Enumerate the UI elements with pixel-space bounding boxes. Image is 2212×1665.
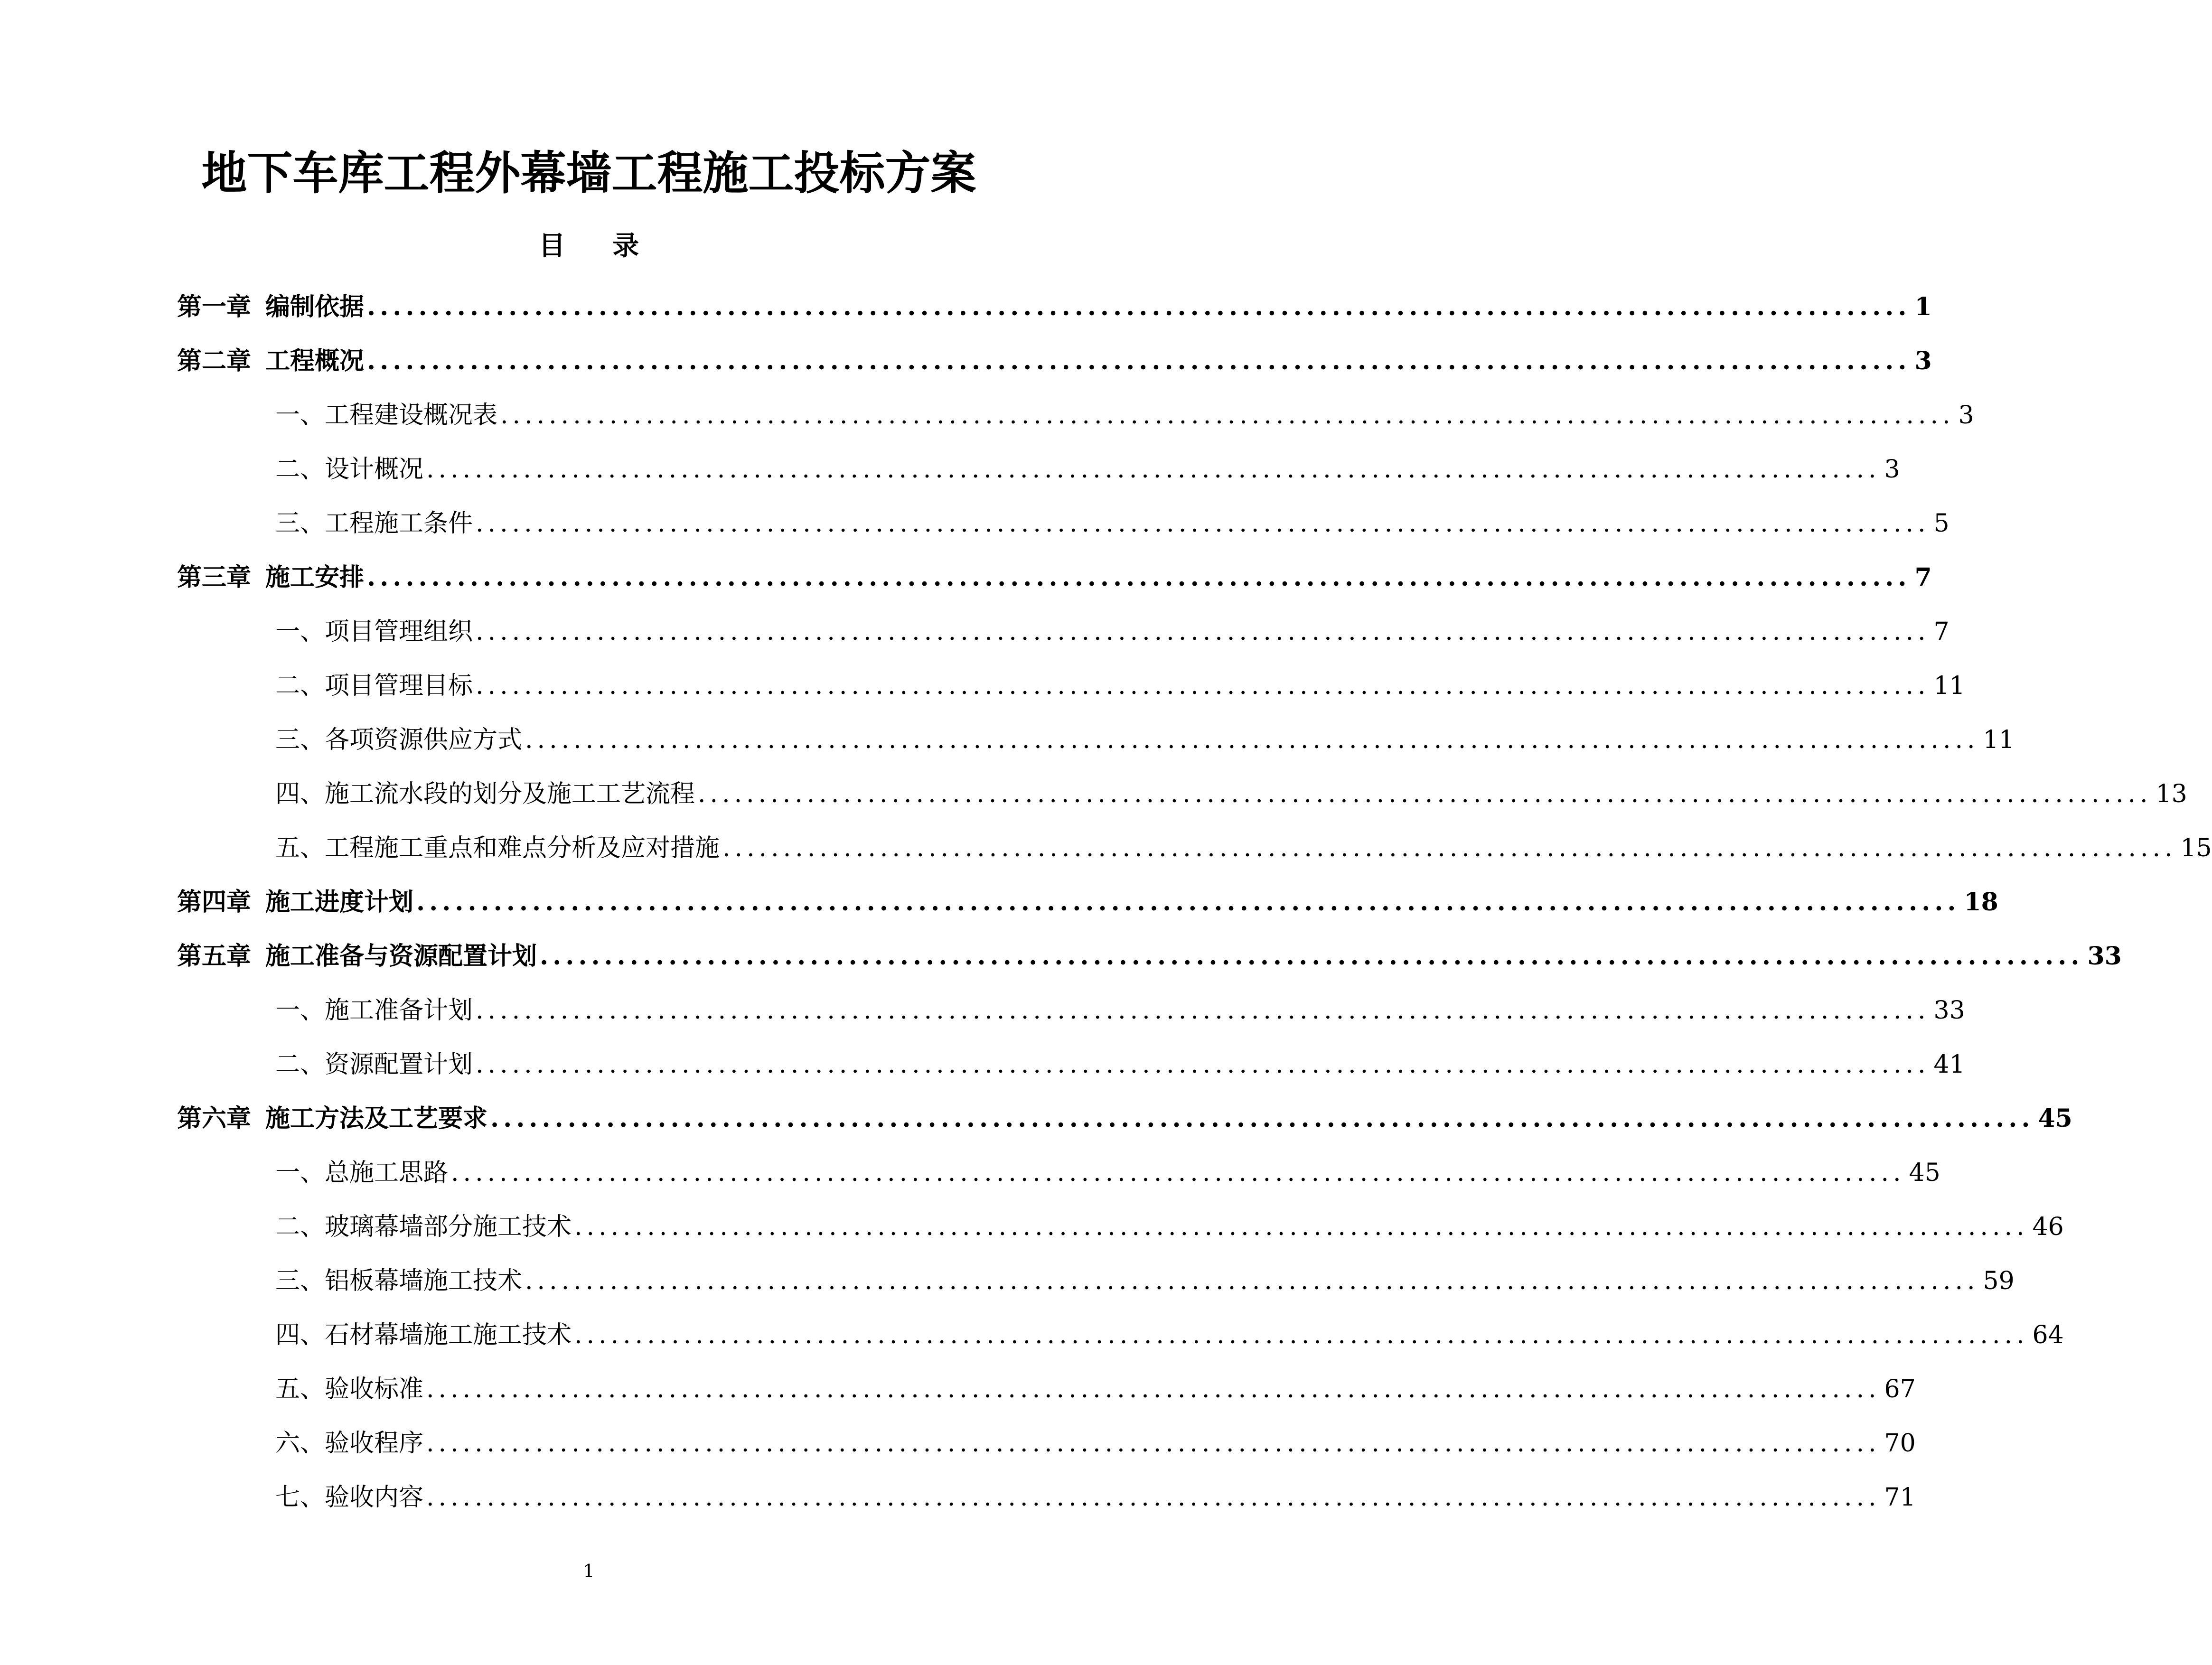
toc-leader-dots: ........................................................................................................................ xyxy=(367,292,1911,321)
toc-entry-label xyxy=(177,875,413,929)
toc-chapter[interactable] xyxy=(177,875,1998,929)
toc-entry-title: 一、施工准备计划 xyxy=(275,996,473,1025)
toc-leader-dots: ........................................................................................................................ xyxy=(476,509,1930,538)
toc-entry-title: 五、验收标准 xyxy=(275,1375,424,1403)
toc-page-number: 41 xyxy=(1933,1050,1965,1079)
toc-page-number: 5 xyxy=(1933,509,1950,538)
toc-page-number: 33 xyxy=(1933,996,1965,1025)
toc-entry-title: 一、工程建设概况表 xyxy=(275,401,498,430)
toc-entry-title: 一、项目管理组织 xyxy=(275,617,473,646)
toc-page-number: 1 xyxy=(1914,292,1932,321)
table-of-contents xyxy=(177,280,2212,1525)
toc-page-number: 3 xyxy=(1914,346,1932,375)
toc-page-number: 59 xyxy=(1983,1267,2015,1295)
toc-leader-dots: ........................................................................................................................ xyxy=(722,834,2177,862)
toc-section[interactable] xyxy=(177,496,1950,551)
toc-entry-title: 六、验收程序 xyxy=(275,1429,424,1458)
toc-page-number: 33 xyxy=(2087,942,2122,971)
toc-leader-dots: ........................................................................................................................ xyxy=(476,672,1930,700)
toc-page-number: 13 xyxy=(2156,780,2187,808)
toc-page-number: 7 xyxy=(1933,617,1950,646)
toc-entry-title: 施工安排 xyxy=(265,563,365,592)
toc-entry-title: 工程概况 xyxy=(265,346,365,375)
toc-section[interactable] xyxy=(177,821,2212,875)
toc-chapter-number: 第五章 xyxy=(177,942,252,971)
toc-page-number: 64 xyxy=(2032,1321,2064,1349)
toc-page-number: 7 xyxy=(1914,563,1932,592)
toc-page-number: 70 xyxy=(1884,1429,1916,1458)
toc-section[interactable] xyxy=(177,983,1965,1038)
toc-page-number: 18 xyxy=(1964,888,1998,917)
toc-section[interactable] xyxy=(177,442,1900,496)
toc-leader-dots: ........................................................................................................................ xyxy=(525,1267,1979,1295)
toc-leader-dots: ........................................................................................................................ xyxy=(426,1375,1881,1403)
toc-page-number: 46 xyxy=(2032,1213,2064,1241)
toc-entry-title: 二、资源配置计划 xyxy=(275,1050,473,1079)
toc-leader-dots: ........................................................................................................................ xyxy=(698,780,2152,808)
toc-entry-title: 二、项目管理目标 xyxy=(275,672,473,700)
toc-entry-label xyxy=(177,1092,487,1146)
toc-entry-label xyxy=(177,929,537,983)
toc-entry-title: 三、铝板幕墙施工技术 xyxy=(275,1267,523,1295)
toc-section[interactable] xyxy=(177,1038,1965,1092)
toc-section[interactable] xyxy=(177,1200,2064,1254)
toc-section[interactable] xyxy=(177,1470,1916,1525)
document-title: 地下车库工程外幕墙工程施工投标方案 xyxy=(201,146,976,200)
toc-section[interactable] xyxy=(177,1416,1916,1470)
toc-page-number: 45 xyxy=(1909,1159,1940,1187)
toc-chapter-number: 第四章 xyxy=(177,888,252,917)
toc-chapter[interactable] xyxy=(177,280,1932,334)
toc-leader-dots: ........................................................................................................................ xyxy=(500,401,1955,430)
toc-leader-dots: ........................................................................................................................ xyxy=(476,1050,1930,1079)
toc-page-number: 11 xyxy=(1933,672,1965,700)
toc-chapter-number: 第二章 xyxy=(177,346,252,375)
toc-chapter-number: 第六章 xyxy=(177,1104,252,1133)
toc-chapter[interactable] xyxy=(177,551,1932,605)
toc-section[interactable] xyxy=(177,388,1974,442)
toc-section[interactable] xyxy=(177,605,1950,659)
toc-section[interactable] xyxy=(177,1146,1940,1200)
toc-leader-dots: ........................................................................................................................ xyxy=(426,455,1881,484)
toc-heading: 目 录 xyxy=(538,230,658,262)
toc-chapter-number: 第一章 xyxy=(177,292,252,321)
toc-chapter[interactable] xyxy=(177,334,1932,388)
toc-chapter[interactable] xyxy=(177,929,2122,983)
toc-entry-title: 一、总施工思路 xyxy=(275,1159,449,1187)
toc-leader-dots: ........................................................................................................................ xyxy=(574,1213,2029,1241)
toc-leader-dots: ........................................................................................................................ xyxy=(367,346,1911,375)
toc-entry-title: 七、验收内容 xyxy=(275,1483,424,1512)
toc-page-number: 3 xyxy=(1958,401,1974,430)
toc-leader-dots: ........................................................................................................................ xyxy=(540,942,2084,971)
toc-leader-dots: ........................................................................................................................ xyxy=(525,726,1979,754)
toc-entry-label xyxy=(177,551,364,605)
toc-leader-dots: ........................................................................................................................ xyxy=(574,1321,2029,1349)
toc-section[interactable] xyxy=(177,659,1965,713)
toc-entry-title: 编制依据 xyxy=(265,292,365,321)
toc-entry-title: 施工进度计划 xyxy=(265,888,414,917)
toc-entry-title: 三、各项资源供应方式 xyxy=(275,726,523,754)
toc-section[interactable] xyxy=(177,1254,2015,1308)
toc-section[interactable] xyxy=(177,713,2015,767)
toc-leader-dots: ........................................................................................................................ xyxy=(367,563,1911,592)
toc-entry-title: 二、设计概况 xyxy=(275,455,424,484)
toc-entry-title: 五、工程施工重点和难点分析及应对措施 xyxy=(275,834,720,862)
toc-chapter-number: 第三章 xyxy=(177,563,252,592)
toc-page-number: 67 xyxy=(1884,1375,1916,1403)
toc-entry-title: 施工准备与资源配置计划 xyxy=(265,942,537,971)
toc-leader-dots: ........................................................................................................................ xyxy=(426,1483,1881,1512)
toc-leader-dots: ........................................................................................................................ xyxy=(426,1429,1881,1458)
toc-section[interactable] xyxy=(177,1308,2064,1362)
toc-entry-title: 四、施工流水段的划分及施工工艺流程 xyxy=(275,780,695,808)
page-number: 1 xyxy=(583,1561,595,1581)
toc-leader-dots: ........................................................................................................................ xyxy=(490,1104,2034,1133)
toc-section[interactable] xyxy=(177,767,2187,821)
toc-leader-dots: ........................................................................................................................ xyxy=(416,888,1960,917)
toc-chapter[interactable] xyxy=(177,1092,2072,1146)
toc-entry-title: 施工方法及工艺要求 xyxy=(265,1104,488,1133)
toc-page-number: 71 xyxy=(1884,1483,1916,1512)
toc-page-number: 11 xyxy=(1983,726,2015,754)
toc-leader-dots: ........................................................................................................................ xyxy=(451,1159,1905,1187)
toc-leader-dots: ........................................................................................................................ xyxy=(476,617,1930,646)
toc-section[interactable] xyxy=(177,1362,1916,1416)
toc-entry-title: 二、玻璃幕墙部分施工技术 xyxy=(275,1213,572,1241)
toc-leader-dots: ........................................................................................................................ xyxy=(476,996,1930,1025)
toc-entry-label xyxy=(177,334,364,388)
toc-entry-title: 四、石材幕墙施工施工技术 xyxy=(275,1321,572,1349)
toc-page-number: 3 xyxy=(1884,455,1900,484)
toc-entry-label xyxy=(177,280,364,334)
toc-entry-title: 三、工程施工条件 xyxy=(275,509,473,538)
toc-page-number: 15 xyxy=(2180,834,2212,862)
toc-page-number: 45 xyxy=(2038,1104,2072,1133)
